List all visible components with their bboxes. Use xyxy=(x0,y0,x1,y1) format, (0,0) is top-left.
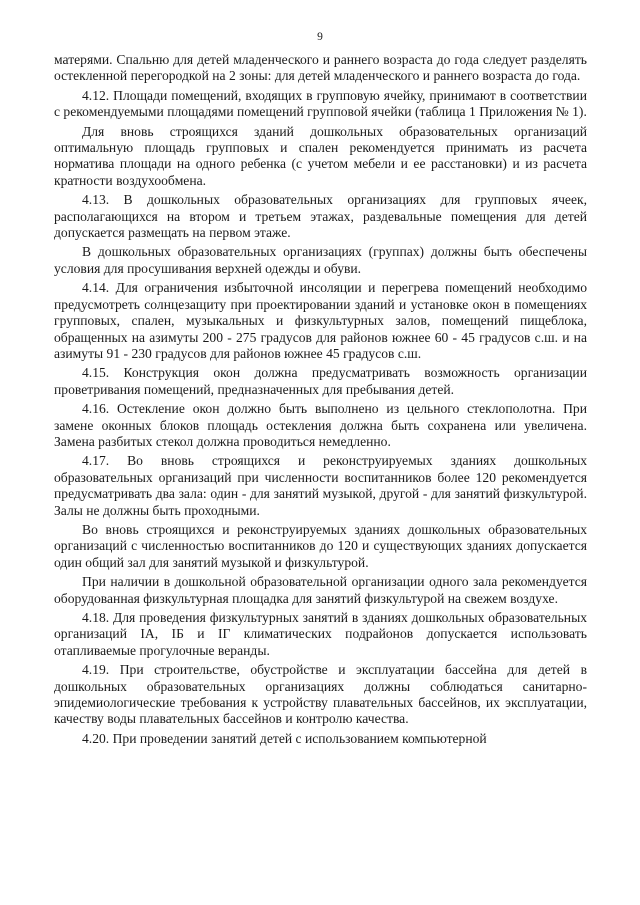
paragraph-4-14: 4.14. Для ограничения избыточной инсоляции и перегрева помещений необходимо предусмотреть солнцезащиту при проектировании зданий и установке окон в помещениях групповых, спален, музыкальных и физкультурных залов, помещений пищеблока, обращенных на азимуты 200 - 275 градусов для районов южнее 60 - 45 градусов с.ш. и на азимуты 91 - 230 градусов для районов южнее 45 градусов с.ш. xyxy=(54,280,587,361)
paragraph-4-12: 4.12. Площади помещений, входящих в групповую ячейку, принимают в соответствии с рекомендуемыми площадями помещений групповой ячейки (таблица 1 Приложения № 1). xyxy=(54,87,587,120)
paragraph-single-hall: Во вновь строящихся и реконструируемых зданиях дошкольных образовательных организаций с численностью воспитанников до 120 и существующих зданиях допускается один общий зал для занятий музыкой и физкультурой. xyxy=(54,521,587,570)
paragraph-4-20: 4.20. При проведении занятий детей с использованием компьютерной xyxy=(82,730,487,746)
paragraph-4-16: 4.16. Остекление окон должно быть выполнено из цельного стеклополотна. При замене оконных блоков площадь остекления должна быть сохранена или увеличена. Замена разбитых стекол должна проводиться немедленно. xyxy=(54,401,587,449)
paragraph-4-15: 4.15. Конструкция окон должна предусматривать возможность организации проветривания помещений, предназначенных для пребывания детей. xyxy=(54,365,587,397)
page-number: 9 xyxy=(317,31,323,43)
paragraph-new-buildings-area: Для вновь строящихся зданий дошкольных образовательных организаций оптимальную площадь групповых и спален рекомендуется принимать из расчета норматива площади на одного ребенка (с учетом мебели и ее расстановки) и из расчета кратности воздухообмена. xyxy=(54,123,587,188)
paragraph-drying-conditions: В дошкольных образовательных организациях (группах) должны быть обеспечены условия для просушивания верхней одежды и обуви. xyxy=(54,244,587,276)
paragraph-continuation: матерями. Спальню для детей младенческого и раннего возраста до года следует разделять остекленной перегородкой на 2 зоны: для детей младенческого и раннего возраста до года. xyxy=(54,52,587,84)
paragraph-4-18: 4.18. Для проведения физкультурных занятий в зданиях дошкольных образовательных организаций IА, IБ и IГ климатических подрайонов допускается использовать отапливаемые прогулочные веранды. xyxy=(54,610,587,658)
paragraph-4-19: 4.19. При строительстве, обустройстве и эксплуатации бассейна для детей в дошкольных образовательных организациях должны соблюдаться санитарно-эпидемиологические требования к устройству плавательных бассейнов, их эксплуатации, качеству воды плавательных бассейнов и контролю качества. xyxy=(54,662,587,727)
document-body xyxy=(54,52,587,750)
paragraph-4-13: 4.13. В дошкольных образовательных организациях для групповых ячеек, располагающихся на втором и третьем этажах, раздевальные помещения для детей допускается размещать на первом этаже. xyxy=(54,192,587,241)
paragraph-4-17: 4.17. Во вновь строящихся и реконструируемых зданиях дошкольных образовательных организаций при численности воспитанников более 120 рекомендуется предусматривать два зала: один - для занятий музыкой, другой - для занятий физкультурой. Залы не должны быть проходными. xyxy=(54,453,587,518)
paragraph-sports-ground: При наличии в дошкольной образовательной организации одного зала рекомендуется оборудованная физкультурная площадка для занятий физкультурой на свежем воздухе. xyxy=(54,574,587,606)
